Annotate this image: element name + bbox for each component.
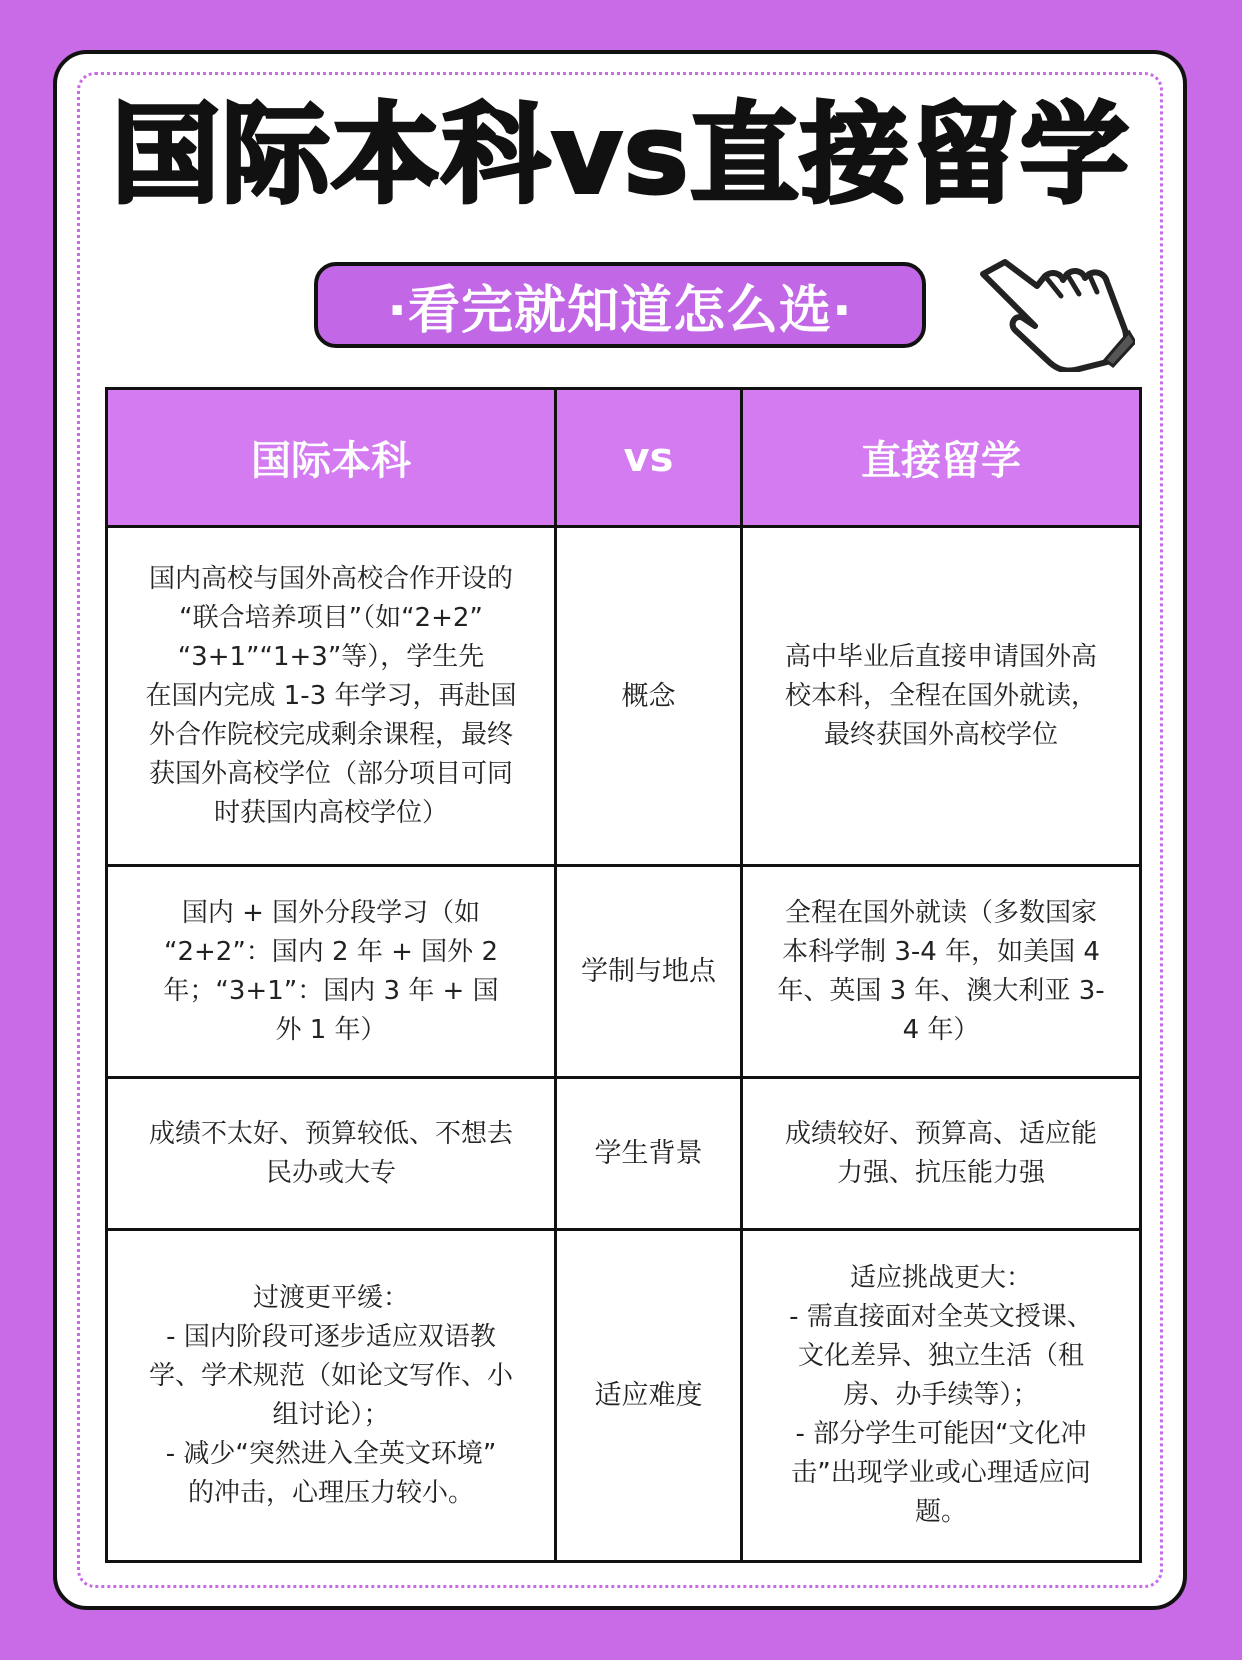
row-cell-right: 高中毕业后直接申请国外高 校本科，全程在国外就读， 最终获国外高校学位 [742,527,1141,866]
table-header-row [107,389,1141,527]
header-vs: vs [556,389,742,527]
row-cell-category: 学制与地点 [556,866,742,1078]
comparison-table [105,387,1142,1563]
subtitle-text: ·看完就知道怎么选· [387,280,853,341]
table-row [107,866,1141,1078]
header-international-bachelor: 国际本科 [107,389,556,527]
page-title: 国际本科vs直接留学 [111,93,1131,218]
row-cell-category: 学生背景 [556,1078,742,1230]
table-row [107,1230,1141,1562]
header-direct-study-abroad: 直接留学 [742,389,1141,527]
subtitle-badge [314,262,926,348]
table-row [107,1078,1141,1230]
row-cell-category: 适应难度 [556,1230,742,1562]
row-cell-left: 成绩不太好、预算较低、不想去 民办或大专 [107,1078,556,1230]
row-cell-right: 成绩较好、预算高、适应能 力强、抗压能力强 [742,1078,1141,1230]
table-row [107,527,1141,866]
row-cell-right: 适应挑战更大： - 需直接面对全英文授课、 文化差异、独立生活（租 房、办手续等）； - 部分学生可能因“文化冲 击”出现学业或心理适应问 题。 [742,1230,1141,1562]
row-cell-left: 国内 + 国外分段学习（如 “2+2”：国内 2 年 + 国外 2 年；“3+1”：国内 3 年 + 国 外 1 年） [107,866,556,1078]
row-cell-left: 过渡更平缓： - 国内阶段可逐步适应双语教 学、学术规范（如论文写作、小 组讨论）； - 减少“突然进入全英文环境” 的冲击，心理压力较小。 [107,1230,556,1562]
row-cell-left: 国内高校与国外高校合作开设的 “联合培养项目”（如“2+2” “3+1”“1+3”等），学生先 在国内完成 1-3 年学习，再赴国 外合作院校完成剩余课程，最终 获国外高校学位（部分项目可同 时获国内高校学位） [107,527,556,866]
row-cell-right: 全程在国外就读（多数国家 本科学制 3-4 年，如美国 4 年、英国 3 年、澳大利亚 3- 4 年） [742,866,1141,1078]
row-cell-category: 概念 [556,527,742,866]
pointing-hand-icon [975,252,1135,372]
